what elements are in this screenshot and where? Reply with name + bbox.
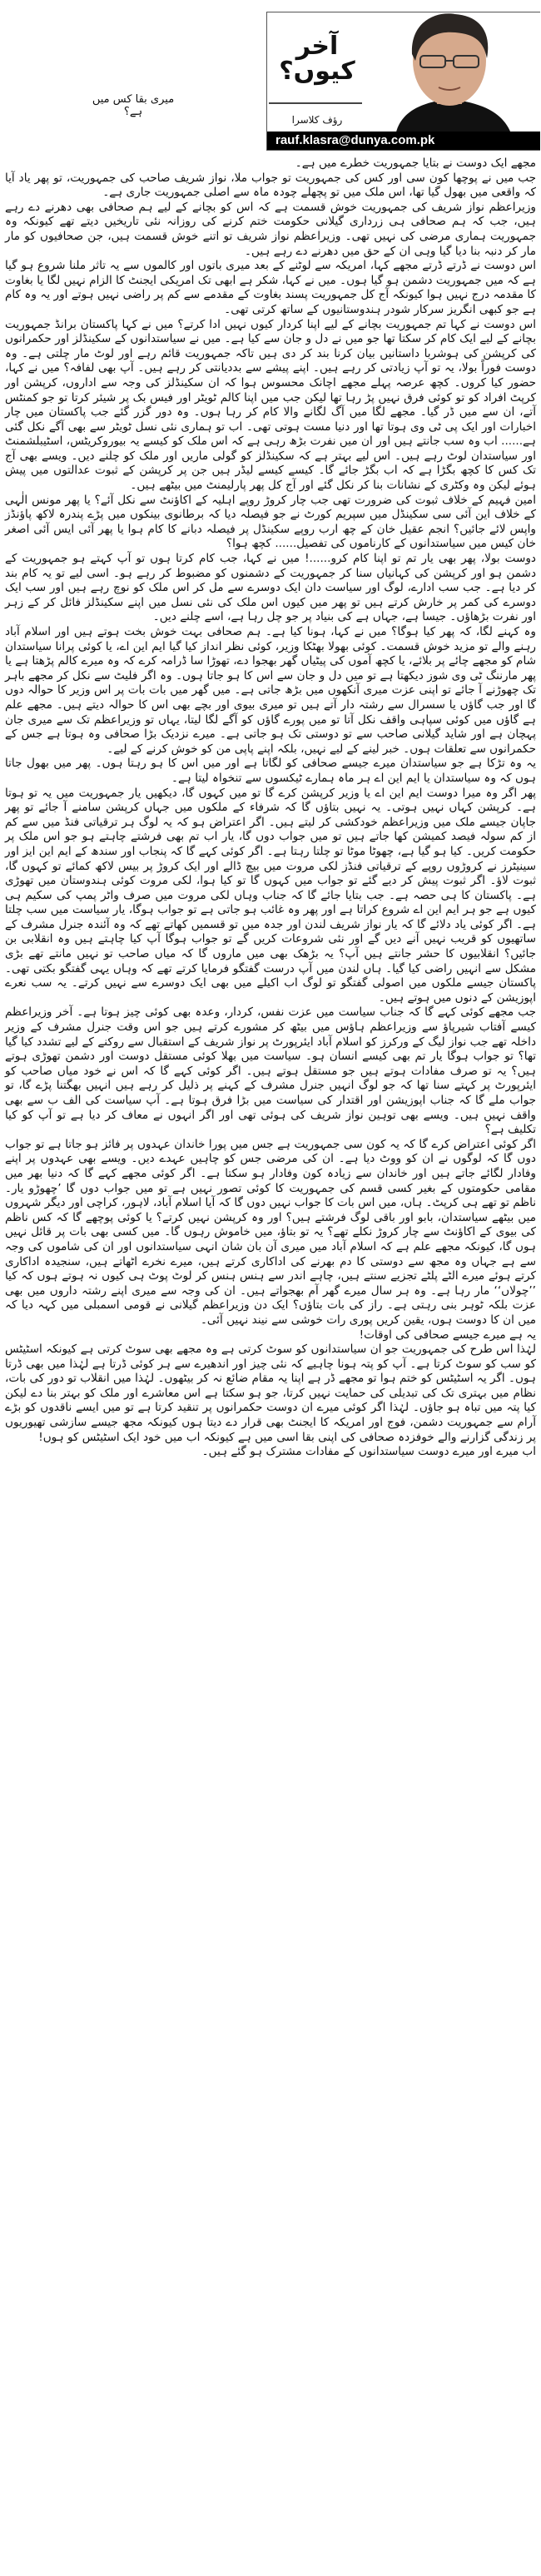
paragraph: لہٰذا اس طرح کی جمہوریت جو ان سیاستدانوں کو سوٹ کرتی ہے وہ مجھے بھی سوٹ کرتی ہے کیونکہ اسٹیٹس کو سب کو سوٹ کرتا ہے۔ آپ کو پتہ ہونا چاہیے کہ نئی چیز اور اندھیرے سے ہر کوئی ڈرتا ہے لہٰذا میں بھی ڈرتا ہوں۔ اگر یہ اسٹیٹس کو ختم ہوا تو مجھے ڈر ہے اپنا یہ مقام ضائع نہ کر بیٹھوں۔ لہٰذا میں انقلاب تو دور کی بات، نظام میں بہتری تک کی تبدیلی کی حمایت نہیں کرتا، جو ہو سکتا ہے اس معاشرے اور ملک کو بہتر بنا دے لیکن کیا پتہ میں تباہ ہو جاؤں۔ لہٰذا اگر کوئی میرے ان دوست حکمرانوں پر تنقید کرتا ہے تو میں ایسے ناقدوں کو بڑے آرام سے جمہوریت دشمن، فوج اور امریکہ کا ایجنٹ بھی قرار دے دیتا ہوں کیونکہ مجھ جیسے سازشی تھیوریوں پر زندگی گزارنے والے خوفزدہ صحافی کی اپنی بقا اسی میں ہے کیونکہ اب میں خود ایک اسٹیٹس کو ہوں! (5, 1343, 536, 1444)
paragraph: مجھے ایک دوست نے بتایا جمہوریت خطرے میں ہے۔ (295, 156, 536, 170)
paragraph: اس دوست نے کہا تم جمہوریت بچانے کے لیے اپنا کردار کیوں نہیں ادا کرتے؟ میں نے کہا پاکستان برانڈ جمہوریت بچانے کے لیے ایک کام کر سکتا تھا جو میں نے دل و جان سے کیا ہے۔ میں نے سیاستدانوں کے سکینڈلز اور حکمرانوں کی کرپشن کی ہوشربا داستانیں بیان کرنا بند کر دی ہیں تاکہ جمہوریت قائم رہے اور لوٹ مار چلتی ہے۔ وہ دوست فوراً بولا، یہ تو آپ زیادتی کر رہے ہیں۔ اپنے پیشے سے بددیانتی کر رہے ہیں۔ آپ بھی لفافہ؟ میں نے کہا، حضور کیا کروں۔ کچھ عرصہ پہلے مجھے اچانک محسوس ہوا کہ ان سکینڈلز کی وجہ سے اداروں، کرپشن اور کرپٹ افراد کو تو کوئی فرق نہیں پڑ رہا تھا لیکن جب میں اپنا کالم ٹویٹر اور فیس بک پر شیئر کرتا تو جو کمنٹس آتے، ان سے میں ڈر گیا۔ مجھے لگا میں آگ لگانے والا کام کر رہا ہوں۔ وہ دور گزر گئے جب پاکستان میں چار اخبارات اور ایک پی ٹی وی ہوتا تھا اور دنیا مست ہوتی تھی۔ اب تو ہماری نئی نسل ٹویٹر سے بھی آگے نکل گئی ہے...... اب وہ سب جانتے ہیں اور ان میں نفرت بڑھ رہی ہے کہ اس ملک کو کیسے یہ بیوروکریٹس، اسٹیبلشمنٹ اور سیاستدان لوٹ رہے ہیں۔ اس لیے بہتر ہے کہ سکینڈلز کو گولی ماریں اور ملک کو چلنے دیں۔ ویسے بھی آج تک کس کا کچھ بگڑا ہے کہ اب بگڑ جائے گا۔ کیسے کیسے لیڈر ہیں جن پر کرپشن کے ثبوت عدالتوں میں پیش ہوئے لیکن وہ وکٹری کے نشانات بنا کر نکل گئے اور آج کل پھر پارلیمنٹ میں بیٹھے ہیں۔ (5, 317, 536, 493)
column-header (0, 0, 541, 156)
paragraph: جب میں نے پوچھا کون سی اور کس کی جمہوریت تو جواب ملا، نواز شریف صاحب کی جمہوریت، تو پھر یاد آیا کہ واقعی میں بھول گیا تھا، اس ملک میں تو پچھلے چودہ ماہ سے اصلی جمہوریت جاری ہے۔ (5, 171, 536, 200)
paragraph: اگر کوئی اعتراض کرے گا کہ یہ کون سی جمہوریت ہے جس میں پورا خاندان عہدوں پر فائز ہو جاتا ہے تو جواب دوں گا کہ لوگوں نے ان کو ووٹ دیا ہے۔ ان کی مرضی جس کو چاہیں عہدے دیں۔ ویسے بھی عہدوں پر اپنے وفادار لگائے جاتے ہیں اور خاندان سے زیادہ کون وفادار ہو سکتا ہے۔ اگر کوئی مجھے کہے گا کہ دنیا بھر میں مقامی حکومتوں کے بغیر کسی قسم کی جمہوریت کا کوئی تصور نہیں ہے تو میں جواب دوں گا ’چھوڑو یار۔ ناظم تو تھے ہی کرپٹ۔ ہاں، میں اس بات کا جواب نہیں دوں گا کہ آیا اسلام آباد، لاہور، کراچی اور دیگر شہروں میں بیٹھے سیاستدان، بابو اور باقی لوگ فرشتے ہیں؟ اور وہ کرپشن نہیں کرتے؟ یا کوئی پوچھے گا کہ کس ناظم کی بیوی کے اکاؤنٹ سے چار کروڑ نکلے تھے؟ یہ تو بتاؤ، میں خاموش رہوں گا۔ میں کسی بھی بات پر قائل نہیں ہوں گا، کیونکہ مجھے علم ہے کہ اسلام آباد میں میری آن بان شان انہی سیاستدانوں اور ان کی شاموں کی وجہ سے ہے جہاں وہ مجھ سے دوستی کا دم بھرنے کی اداکاری کرتے ہیں، میرے نخرے اٹھاتے ہیں، سنجیدہ اداکاری کرتے ہوئے میرے الٹے پلٹے تجزیے سنتے ہیں، چاہے اندر سے ہنس ہنس کر لوٹ پوٹ ہی کیوں نہ ہوتے ہوں کہ کیا ’’چولاں‘‘ مار رہا ہے۔ وہ ہر سال میرے گھر آم بھجواتے ہیں۔ ان کی وجہ سے میری اپنے رشتہ داروں میں بھی عزت بلکہ ٹوہر بنی رہتی ہے۔ راز کی بات بتاؤں؟ ایک دن وزیراعظم گیلانی نے قومی اسمبلی میں کہہ دیا کہ میں ان کا دوست ہوں، یقین کریں پوری رات خوشی سے نیند نہیں آئی۔ (5, 1137, 536, 1327)
paragraph: پھر اگر وہ میرا دوست ایم این اے یا وزیر کرپشن کرے گا تو میں کہوں گا، دیکھیں یار جمہوریت میں یہ تو ہوتا ہے۔ کرپشن کہاں نہیں ہوتی۔ یہ نہیں بتاؤں گا کہ شرفاء کے ملکوں میں جہاں کرپشن سامنے آ جائے تو پھر جاپان جیسے ملک میں وزیراعظم خودکشی کر لیتے ہیں۔ اگر اعتراض ہو کہ یہ لوگ ہر ترقیاتی فنڈ میں سے کم از کم سولہ فیصد کمیشن کھا جاتے ہیں تو میں جواب دوں گا، یار اب تم بھی فرشتے چاہتے ہو جو اس ملک پر حکومت کریں۔ کیا ہو گیا ہے، چھوٹا موٹا تو چلتا رہتا ہے۔ اگر کوئی کہے گا کہ پنجاب اور سندھ کے ایم این ایز اور سینیٹرز نے کروڑوں روپے کے ترقیاتی فنڈز لکی مروت میں بیچ ڈالے اور ایک کروڑ پر بیس لاکھ کمائے تو کہوں گا، ثبوت لاؤ۔ اگر ثبوت پیش کر دیے گئے تو جواب میں کہوں گا تو کیا ہوا، لکی مروت کوئی ہندوستان میں تھوڑی ہے۔ پاکستان کا ہی حصہ ہے۔ جب بتایا جائے گا کہ جناب وہاں لکی مروت میں صرف واٹر پمپ کی سکیم ہی کیوں ہے جو ہر ایم این اے شروع کراتا ہے اور پھر وہ غائب ہو جاتی ہے تو جواب ہوگا، یار سیاست میں سب چلتا ہے۔ اگر کوئی یاد دلائے گا کہ یار نواز شریف لندن اور جدہ میں تو قسمیں کھاتے تھے کہ وہ آئندہ جنرل مشرف کے ساتھیوں کو قریب نہیں آنے دیں گے اور نئی شروعات کریں گے تو جواب ہوگا آپ کیا چاہتے ہیں وہ انقلابی بن جائیں؟ انقلابیوں کا حشر جانتے ہیں آپ؟ یہ بڑھک بھی میں ماروں گا کہ میاں صاحب تو نہیں مانتے تھے بڑی مشکل سے انہیں راضی کیا گیا۔ ہاں لندن میں آپ درست گفتگو فرمایا کرتے تھے کہ وہاں یہی گفتگو بکتی تھی۔ پاکستان جیسے ملکوں میں اصولی گفتگو تو لوگ اب اکیلے میں بھی ایک دوسرے سے نہیں کرتے۔ یہ سب نعرے اپوزیشن کے دنوں میں ہوتے ہیں۔ (5, 786, 536, 1005)
paragraph: یہ ہے میرے جیسے صحافی کی اوقات! (359, 1328, 536, 1342)
article-headline: میری بقا کس میں ہے؟ (92, 93, 175, 118)
author-email: rauf.klasra@dunya.com.pk (267, 132, 540, 150)
divider (269, 102, 375, 104)
author-photo (362, 12, 540, 136)
column-name: آخر کیوں؟ (279, 32, 355, 86)
paragraph: اس دوست نے ڈرتے ڈرتے مجھے کہا، امریکہ سے لوٹنے کے بعد میری باتوں اور کالموں سے یہ تاثر ملنا شروع ہو گیا ہے کہ میں جمہوریت دشمن ہو گیا ہوں۔ میں نے کہا، شکر ہے ابھی تک امریکی ایجنٹ کا الزام نہیں لگا یا بغاوت کا مقدمہ درج نہیں ہوا کیونکہ آج کل جمہوریت پسند بغاوت کے مقدمے سے کم پر راضی نہیں ہوتے اور یہ وہ کام ہے جو کبھی انگریز سرکار شودر ہندوستانیوں کے ساتھ کرتی تھی۔ (5, 259, 536, 316)
author-name: رؤف کلاسرا (291, 114, 343, 126)
article-body (0, 156, 541, 1460)
paragraph: یہ وہ تڑکا ہے جو سیاستدان میرے جیسے صحافی کو لگاتا ہے اور میں اس کا ہو رہتا ہوں۔ پھر میں بھول جاتا ہوں کہ وہ سیاستدان یا ایم این اے ہر ماہ ہمارے ٹیکسوں سے تنخواہ لیتا ہے۔ (5, 757, 536, 785)
paragraph: وزیراعظم نواز شریف کی جمہوریت خوش قسمت ہے کہ اس کو بچانے کے لیے ہم صحافی بھی دھرنے دے رہے ہیں، جب کہ ہم صحافی ہی زرداری گیلانی حکومت ختم کرنے کی روزانہ نئی تاریخیں دیتے تھے کیونکہ وہ جمہوریت ہماری مرضی کی نہیں تھی۔ وزیراعظم نواز شریف تو اتنے خوش قسمت ہیں، جن صحافیوں کو مار مار کر دنبہ بنا دیا گیا وہی ان کے حق میں دھرنے دے رہے ہیں۔ (5, 200, 536, 258)
paragraph: دوست بولا، پھر بھی یار تم تو اپنا کام کرو......! میں نے کہا، جب کام کرتا ہوں تو آپ کہتے ہو جمہوریت کے دشمن ہو اور کرپشن کی کہانیاں سنا کر جمہوریت کے دشمنوں کو مضبوط کر رہے ہو۔ اسی لیے تو یہ کام بند کر دیا ہے۔ جب سب ادارے، لوگ اور سیاست دان ایک دوسرے سے مل کر اس ملک کو نوچ رہے ہیں اور سب ایک دوسرے کی کمر پر خارش کرتے ہیں تو پھر میں کیوں اس ملک کی نئی نسل میں اپنے سکینڈلز فائل کر کے زہر اور نفرت بڑھاؤں۔ جیسا ہے، جہاں ہے کی بنیاد پر جو چل رہا ہے، اسے چلنے دیں۔ (5, 552, 536, 624)
column-logo-box (266, 12, 540, 151)
paragraph: اب میرے اور میرے دوست سیاستدانوں کے مفادات مشترک ہو گئے ہیں۔ (201, 1445, 536, 1459)
paragraph: جب مجھے کوئی کہے گا کہ جناب سیاست میں عزت نفس، کردار، وعدہ بھی کوئی چیز ہوتا ہے۔ آخر وزیراعظم کیسے آفتاب شیرپاؤ سے وزیراعظم ہاؤس میں بیٹھ کر مشورے کرتے ہیں جو اس وقت جنرل مشرف کے وزیر داخلہ تھے جب نواز لیگ کے ورکرز کو اسلام آباد ایئرپورٹ پر نواز شریف کے استقبال سے روکنے کے لیے تشدد کیا گیا تھا؟ تو جواب ہوگا یار تم بھی کیسے انسان ہو۔ سیاست میں بھلا کوئی مستقل دوست اور دشمن تھوڑی ہوتے ہیں؟ یہ تو صرف مفادات ہوتے ہیں جو مستقل ہوتے ہیں۔ اگر کوئی کہے گا کہ اس نے خود میاں صاحب کو ایئرپورٹ پر کہتے سنا تھا کہ جو لوگ انہیں جنرل مشرف کے کہنے پر ذلیل کر رہے ہیں انہیں بھگتنا پڑے گا، تو جواب ملے گا کہ جناب اپوزیشن اور اقتدار کی سیاست میں بڑا فرق ہوتا ہے۔ آپ سیاست کی الف ب سے بھی واقف نہیں ہیں۔ ویسے بھی توہین نواز شریف کی ہوئی تھی اور اگر انہوں نے معاف کر دیا ہے تو آپ کو کیا تکلیف ہے؟ (5, 1005, 536, 1137)
paragraph: وہ کہنے لگا، کہ پھر کیا ہوگا؟ میں نے کہا، ہونا کیا ہے۔ ہم صحافی بہت خوش بخت ہوتے ہیں اور اسلام آباد رہنے والے تو مزید خوش قسمت۔ کوئی بھولا بھٹکا وزیر، کوئی نظر انداز کیا گیا ایم این اے، یا کوئی پرانا سیاستدان شام کو مجھے چائے پر بلائے، یا کچھ آموں کی پیٹیاں گھر بھجوا دے، تھوڑا سا ڈرامہ کرے کہ وہ میرے کالم پڑھتا ہے یا پھر مارننگ ٹی وی شوز دیکھتا ہے تو میں دل و جان سے اس کا ہو جاتا ہوں۔ وہ اگر فلیٹ سے نکل کر مجھے باہر تک چھوڑنے آ جائے تو اپنی عزت میری آنکھوں میں بڑھ جاتی ہے۔ میں گھر میں بات بات پر اس وزیر کا حوالہ دوں گا اور جب گاؤں یا سسرال سے رشتہ دار آتے ہیں تو میری بیوی اور بچے بھی اس کا حوالہ دیتے ہیں۔ مجھے علم ہے گاؤں میں کوئی سپاہی واقف نکل آتا تو میں پورے گاؤں کو آگے لگا لیتا، یہاں تو وزیراعظم تک سے میری جان پہچان ہے اور شاید گیلانی صاحب سے تو دوستی تک ہو جاتی ہے۔ میرے نزدیک بڑا صحافی وہ ہوتا ہے جس کے حکمرانوں سے تعلقات ہوں۔ خبر لینے کے لیے نہیں، بلکہ اپنے پاپی من کو خوش کرنے کے لیے۔ (5, 625, 536, 756)
paragraph: امین فہیم کے خلاف ثبوت کی ضرورت تھی جب چار کروڑ روپے اہلیہ کے اکاؤنٹ سے نکل آئے؟ یا پھر مونس الٰہی کے خلاف این آئی سی سکینڈل میں سپریم کورٹ نے جو فیصلہ دیا کہ برطانوی بینکوں میں پڑے پندرہ لاکھ پاؤنڈز واپس لائے جائیں؟ انجم عقیل خان کے چھ ارب روپے سکینڈل پر فیصلہ دبانے کا کام ہوا یا پھر آئی ایس آئی اصغر خان کیس میں سیاستدانوں کے کارناموں کی تفصیل...... کچھ ہوا؟ (5, 493, 536, 551)
